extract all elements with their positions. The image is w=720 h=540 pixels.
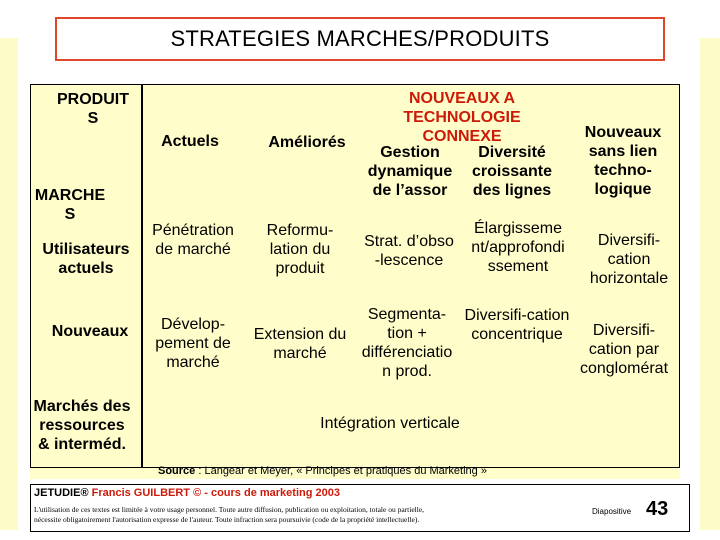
- footer-legal-1: L'utilisation de ces textes est limitée à votre usage personnel. Toute autre diffusion, publication ou exploitation, totale ou partielle,: [34, 505, 425, 514]
- footer-author: Francis GUILBERT © - cours de marketing 2003: [91, 487, 340, 499]
- column-header-diversite: Diversité croissante des lignes: [471, 144, 553, 199]
- source-note: [158, 465, 487, 477]
- column-header-actuels: Actuels: [161, 133, 219, 150]
- cell-penetration: Pénétration de marché: [152, 222, 234, 258]
- right-accent-band: [700, 38, 720, 530]
- source-text: : Langear et Meyer, « Principes et pratiques du Marketing »: [195, 465, 487, 477]
- cell-reformulation: Reformu- lation du produit: [266, 222, 334, 277]
- slide-number: 43: [646, 498, 669, 520]
- footer-credit: [34, 487, 340, 499]
- column-header-nouveaux-sans-lien: Nouveaux sans lien techno- logique: [584, 124, 662, 198]
- left-accent-band: [0, 38, 18, 530]
- page-title: STRATEGIES MARCHES/PRODUITS: [55, 17, 665, 61]
- footer-brand: JETUDIE®: [34, 487, 92, 499]
- column-header-ameliores: Améliorés: [268, 134, 346, 151]
- source-label: Source: [158, 465, 196, 477]
- row-header-nouveaux: Nouveaux: [51, 323, 129, 340]
- row-header-utilisateurs: Utilisateurs actuels: [42, 241, 130, 277]
- cell-segmentation: Segmenta- tion + différenciatio n prod.: [361, 306, 453, 380]
- column-header-gestion: Gestion dynamique de l’assor: [367, 144, 453, 199]
- corner-marches-label: MARCHE S: [34, 187, 106, 223]
- cell-elargissement: Élargisseme nt/approfondi ssement: [471, 220, 565, 275]
- slide-label: Diapositive: [592, 507, 632, 516]
- corner-produits-label: PRODUIT S: [57, 91, 129, 127]
- cell-integration-verticale: Intégration verticale: [320, 415, 460, 432]
- cell-extension: Extension du marché: [253, 326, 347, 362]
- cell-developpement: Dévelop- pement de marché: [155, 316, 231, 371]
- row-header-marches-ressources: Marchés des ressources & interméd.: [33, 398, 131, 453]
- cell-diversification-horizontale: Diversifi- cation horizontale: [589, 232, 669, 287]
- column-header-nouveaux-techno: NOUVEAUX A TECHNOLOGIE CONNEXE: [403, 90, 521, 145]
- cell-strat-obsolescence: Strat. d’obso -lescence: [364, 233, 454, 269]
- cell-diversification-conglomerat: Diversifi- cation par conglomérat: [579, 322, 669, 377]
- cell-diversification-concentrique: Diversifi-cation concentrique: [464, 307, 570, 343]
- footer-legal-2: nécessite obligatoirement l'autorisation expresse de l'auteur. Toute infraction sera poursuivie (code de la propriété intellectuelle).: [34, 515, 420, 524]
